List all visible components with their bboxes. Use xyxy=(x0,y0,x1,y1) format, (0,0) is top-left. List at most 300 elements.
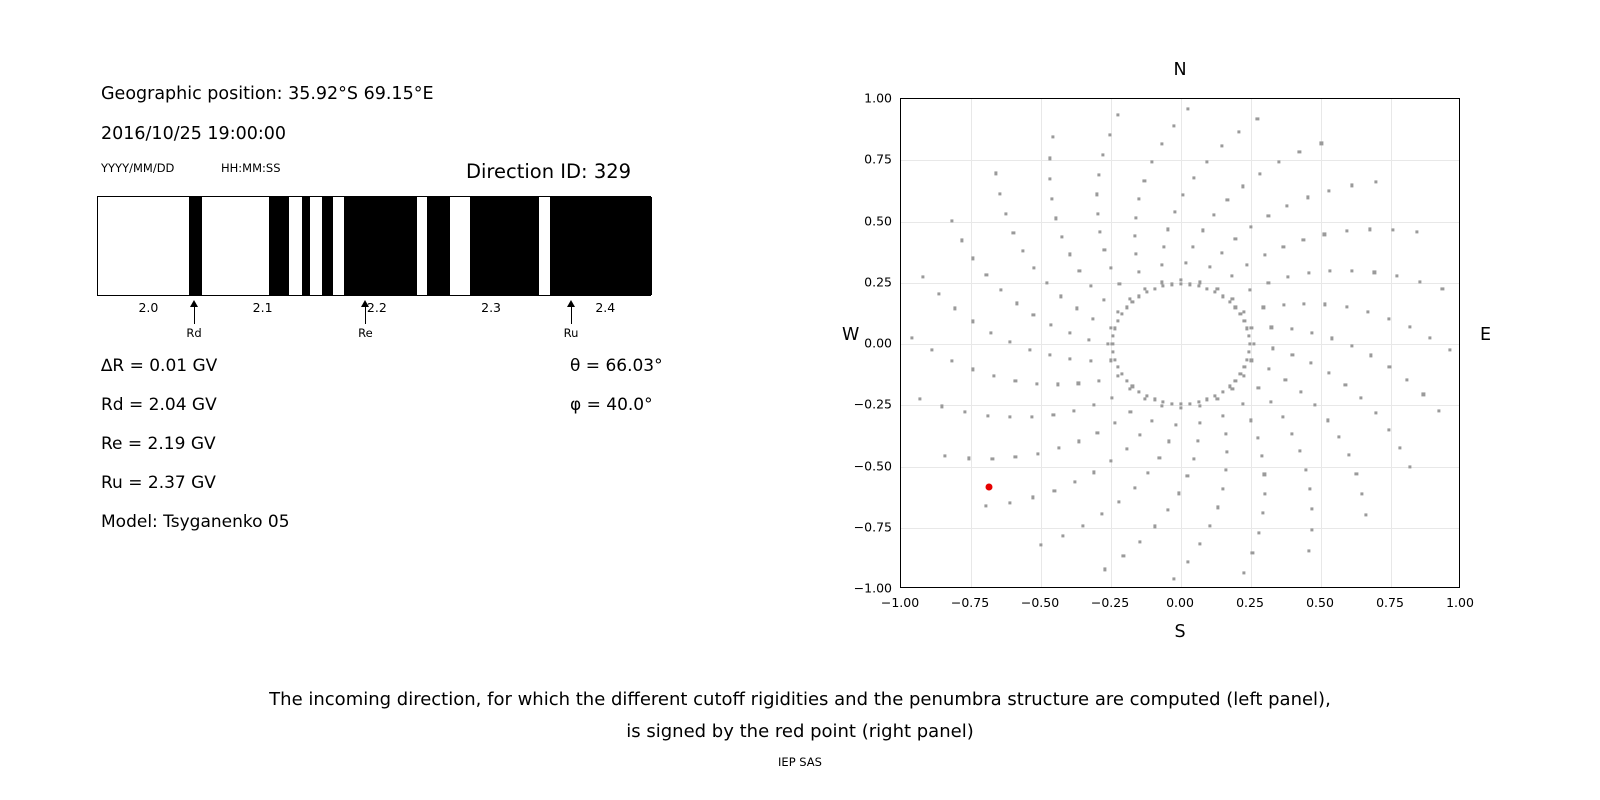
direction-dot xyxy=(1306,196,1309,199)
direction-dot xyxy=(963,410,966,413)
direction-dot xyxy=(1111,350,1114,353)
direction-dot xyxy=(1028,348,1031,351)
penumbra-band xyxy=(427,197,450,295)
direction-dot xyxy=(1246,263,1249,266)
direction-dot xyxy=(1437,409,1440,412)
footer-credit: IEP SAS xyxy=(778,755,822,769)
stat-re: Re = 2.19 GV xyxy=(101,434,216,454)
direction-dot xyxy=(1151,419,1154,422)
direction-dot xyxy=(1118,282,1121,285)
direction-dot xyxy=(1134,216,1137,219)
gridline-vertical xyxy=(971,99,972,587)
direction-dot xyxy=(971,368,974,371)
direction-dot xyxy=(1160,142,1163,145)
stat-rd: Rd = 2.04 GV xyxy=(101,395,217,415)
direction-dot xyxy=(1166,509,1169,512)
direction-dot xyxy=(1234,238,1237,241)
right-panel xyxy=(820,60,1520,660)
direction-dot xyxy=(1252,342,1255,345)
direction-dot xyxy=(1179,402,1182,405)
direction-dot xyxy=(1097,379,1100,382)
penumbra-marker-arrowhead xyxy=(567,300,575,307)
direction-dot xyxy=(1197,400,1200,403)
direction-dot xyxy=(1418,280,1421,283)
direction-dot xyxy=(1221,295,1224,298)
direction-map-plot-area xyxy=(900,98,1460,588)
direction-dot xyxy=(1291,353,1294,356)
direction-dot xyxy=(1248,288,1251,291)
direction-dot xyxy=(1364,513,1367,516)
direction-dot xyxy=(1388,365,1391,368)
direction-dot xyxy=(1201,229,1204,232)
direction-dot xyxy=(1216,506,1219,509)
direction-dot xyxy=(1267,214,1270,217)
direction-dot xyxy=(1117,114,1120,117)
direction-dot xyxy=(1256,117,1259,120)
direction-dot xyxy=(1247,350,1250,353)
direction-dot xyxy=(1231,297,1234,300)
direction-dot xyxy=(1004,213,1007,216)
direction-dot xyxy=(922,276,925,279)
direction-dot xyxy=(1324,303,1327,306)
direction-dot xyxy=(1075,307,1078,310)
direction-dot xyxy=(1111,396,1114,399)
direction-dot xyxy=(1113,421,1116,424)
direction-dot xyxy=(1290,328,1293,331)
penumbra-plot-area xyxy=(97,196,651,296)
y-tick-label: −1.00 xyxy=(853,580,892,596)
stat-model: Model: Tsyganenko 05 xyxy=(101,512,290,532)
direction-dot xyxy=(1199,543,1202,546)
direction-dot xyxy=(1049,157,1052,160)
direction-dot xyxy=(1369,354,1372,357)
x-tick-label: 0.25 xyxy=(1236,595,1264,610)
direction-dot xyxy=(1221,390,1224,393)
gridline-horizontal xyxy=(901,222,1459,223)
direction-dot xyxy=(991,457,994,460)
direction-dot xyxy=(1298,151,1301,154)
direction-dot xyxy=(1139,540,1142,543)
direction-dot xyxy=(1258,172,1261,175)
y-tick-label: 0.50 xyxy=(864,213,892,228)
direction-dot xyxy=(1187,107,1190,110)
direction-dot xyxy=(1103,249,1106,252)
direction-dot xyxy=(1226,199,1229,202)
direction-dot xyxy=(1228,300,1231,303)
direction-dot xyxy=(911,336,914,339)
direction-dot xyxy=(1052,413,1055,416)
y-tick-label: −0.50 xyxy=(853,458,892,473)
direction-dot xyxy=(1416,230,1419,233)
direction-dot xyxy=(1263,473,1266,476)
direction-dot xyxy=(1308,549,1311,552)
direction-dot xyxy=(1051,136,1054,139)
direction-dot xyxy=(1102,298,1105,301)
direction-dot xyxy=(1309,361,1312,364)
direction-dot xyxy=(1242,311,1245,314)
direction-dot xyxy=(1328,269,1331,272)
direction-dot xyxy=(1054,217,1057,220)
direction-dot xyxy=(1089,284,1092,287)
datetime-label: 2016/10/25 19:00:00 xyxy=(101,124,287,144)
direction-dot xyxy=(1186,475,1189,478)
direction-dot xyxy=(1098,231,1101,234)
direction-dot xyxy=(950,219,953,222)
direction-dot xyxy=(1172,578,1175,581)
direction-dot xyxy=(1033,266,1036,269)
penumbra-band xyxy=(344,197,417,295)
caption-line-2: is signed by the red point (right panel) xyxy=(626,721,974,742)
figure-caption xyxy=(0,684,1600,748)
direction-dot xyxy=(1009,340,1012,343)
stat-theta: θ = 66.03° xyxy=(570,356,663,376)
direction-dot xyxy=(972,257,975,260)
direction-dot xyxy=(1077,382,1080,385)
direction-dot xyxy=(1078,269,1081,272)
gridline-vertical xyxy=(1181,99,1182,587)
direction-dot xyxy=(1374,411,1377,414)
direction-dot xyxy=(1242,571,1245,574)
direction-dot xyxy=(1242,374,1245,377)
direction-dot xyxy=(1092,317,1095,320)
direction-dot xyxy=(1188,283,1191,286)
direction-dot xyxy=(1138,270,1141,273)
direction-dot xyxy=(1326,419,1329,422)
direction-dot xyxy=(993,374,996,377)
direction-dot xyxy=(941,405,944,408)
direction-dot xyxy=(1330,337,1333,340)
penumbra-x-tick-label: 2.4 xyxy=(595,300,616,315)
direction-dot xyxy=(1241,403,1244,406)
caption-line-1: The incoming direction, for which the different cutoff rigidities and the penumbra structure are computed (left panel), xyxy=(269,689,1331,710)
direction-dot xyxy=(1039,543,1042,546)
direction-dot xyxy=(1012,232,1015,235)
direction-dot xyxy=(930,349,933,352)
direction-dot xyxy=(1226,450,1229,453)
direction-dot xyxy=(1196,439,1199,442)
direction-dot xyxy=(989,331,992,334)
direction-dot xyxy=(1050,323,1053,326)
direction-dot xyxy=(1392,228,1395,231)
direction-dot xyxy=(1302,238,1305,241)
direction-dot xyxy=(1267,281,1270,284)
direction-dot xyxy=(1073,481,1076,484)
direction-dot xyxy=(1032,314,1035,317)
direction-dot xyxy=(1087,338,1090,341)
direction-dot xyxy=(1239,312,1242,315)
direction-dot xyxy=(1057,447,1060,450)
direction-dot xyxy=(1143,179,1146,182)
direction-dot xyxy=(1374,181,1377,184)
direction-dot xyxy=(1014,379,1017,382)
direction-dot xyxy=(1337,435,1340,438)
direction-dot xyxy=(1072,409,1075,412)
direction-dot xyxy=(1172,124,1175,127)
direction-dot xyxy=(1045,281,1048,284)
compass-west-label: W xyxy=(842,325,860,345)
direction-dot xyxy=(1246,358,1249,361)
x-tick-label: 0.75 xyxy=(1376,595,1404,610)
direction-dot xyxy=(985,273,988,276)
direction-dot xyxy=(1387,428,1390,431)
penumbra-x-tick-label: 2.1 xyxy=(252,300,273,315)
direction-dot xyxy=(1408,326,1411,329)
direction-dot xyxy=(1170,402,1173,405)
direction-dot xyxy=(1061,534,1064,537)
penumbra-band xyxy=(269,197,288,295)
direction-dot xyxy=(1360,396,1363,399)
direction-dot xyxy=(1111,342,1114,345)
gridline-vertical xyxy=(1041,99,1042,587)
direction-dot xyxy=(1249,225,1252,228)
direction-dot xyxy=(1143,398,1146,401)
direction-dot xyxy=(1303,302,1306,305)
direction-dot xyxy=(1212,213,1215,216)
direction-dot xyxy=(1111,335,1114,338)
direction-dot xyxy=(1323,233,1326,236)
direction-dot xyxy=(1030,415,1033,418)
direction-dot xyxy=(971,320,974,323)
direction-dot xyxy=(1116,365,1119,368)
direction-dot xyxy=(1243,365,1246,368)
direction-dot xyxy=(1113,358,1116,361)
direction-dot xyxy=(1250,359,1253,362)
direction-dot xyxy=(1366,310,1369,313)
gridline-vertical xyxy=(1321,99,1322,587)
direction-dot xyxy=(1082,524,1085,527)
direction-dot xyxy=(937,292,940,295)
direction-dot xyxy=(1014,455,1017,458)
penumbra-band xyxy=(322,197,333,295)
direction-dot xyxy=(1350,344,1353,347)
direction-dot xyxy=(1118,500,1121,503)
direction-dot xyxy=(1131,300,1134,303)
direction-dot xyxy=(1368,228,1371,231)
direction-dot xyxy=(1096,212,1099,215)
direction-dot xyxy=(1286,275,1289,278)
direction-dot xyxy=(1015,302,1018,305)
direction-dot xyxy=(1162,246,1165,249)
direction-dot xyxy=(1247,335,1250,338)
direction-dot xyxy=(1263,253,1266,256)
penumbra-x-tick-label: 2.0 xyxy=(138,300,159,315)
direction-dot xyxy=(1125,306,1128,309)
direction-id-label: Direction ID: 329 xyxy=(466,160,632,183)
x-tick-label: 0.50 xyxy=(1306,595,1334,610)
direction-dot xyxy=(1361,492,1364,495)
direction-dot xyxy=(1188,402,1191,405)
direction-dot xyxy=(1405,378,1408,381)
direction-dot xyxy=(1160,263,1163,266)
penumbra-marker-arrowhead xyxy=(361,300,369,307)
direction-dot xyxy=(1206,398,1209,401)
direction-dot xyxy=(1267,368,1270,371)
geographic-position-label: Geographic position: 35.92°S 69.15°E xyxy=(101,84,434,104)
y-tick-label: −0.75 xyxy=(853,519,892,535)
direction-dot xyxy=(1216,398,1219,401)
stat-phi: φ = 40.0° xyxy=(570,395,653,415)
direction-dot xyxy=(1113,327,1116,330)
time-format-hint: HH:MM:SS xyxy=(221,161,281,175)
direction-dot xyxy=(1102,153,1105,156)
direction-dot xyxy=(1139,434,1142,437)
direction-dot xyxy=(1008,416,1011,419)
direction-dot xyxy=(1096,193,1099,196)
x-tick-label: 1.00 xyxy=(1446,595,1474,610)
direction-dot xyxy=(1120,372,1123,375)
penumbra-band xyxy=(189,197,202,295)
direction-dot xyxy=(1154,525,1157,528)
x-tick-label: −0.75 xyxy=(950,595,990,610)
direction-dot xyxy=(1021,249,1024,252)
direction-dot xyxy=(1133,486,1136,489)
direction-dot xyxy=(1234,306,1237,309)
compass-south-label: S xyxy=(1174,622,1186,642)
direction-dot xyxy=(1192,176,1195,179)
direction-dot xyxy=(1249,419,1252,422)
direction-dot xyxy=(1109,326,1112,329)
penumbra-marker-arrowhead xyxy=(190,300,198,307)
direction-dot xyxy=(1008,501,1011,504)
direction-dot xyxy=(1224,432,1227,435)
direction-dot xyxy=(1237,130,1240,133)
direction-dot xyxy=(1089,359,1092,362)
direction-dot xyxy=(953,307,956,310)
direction-dot xyxy=(1220,251,1223,254)
direction-dot xyxy=(1192,457,1195,460)
direction-dot xyxy=(1262,306,1265,309)
stat-delta-r: ∆R = 0.01 GV xyxy=(101,356,218,376)
direction-dot xyxy=(1286,204,1289,207)
direction-dot xyxy=(1270,326,1273,329)
direction-dot xyxy=(1299,390,1302,393)
direction-dot xyxy=(1347,453,1350,456)
direction-dot xyxy=(1243,319,1246,322)
y-tick-label: 0.00 xyxy=(864,335,892,351)
direction-dot xyxy=(1429,336,1432,339)
direction-dot xyxy=(1116,319,1119,322)
penumbra-marker-label: Rd xyxy=(186,326,202,340)
direction-dot xyxy=(1109,266,1112,269)
penumbra-band xyxy=(550,197,652,295)
direction-dot xyxy=(1351,184,1354,187)
direction-dot xyxy=(1272,347,1275,350)
direction-dot xyxy=(1167,228,1170,231)
direction-dot xyxy=(1109,359,1112,362)
direction-dot xyxy=(1167,440,1170,443)
direction-dot xyxy=(1441,288,1444,291)
gridline-horizontal xyxy=(901,528,1459,529)
direction-dot xyxy=(1153,287,1156,290)
direction-dot xyxy=(1103,568,1106,571)
direction-dot xyxy=(1031,496,1034,499)
direction-dot xyxy=(1345,306,1348,309)
direction-dot xyxy=(998,193,1001,196)
direction-dot xyxy=(1056,383,1059,386)
direction-dot xyxy=(1137,198,1140,201)
direction-dot xyxy=(1192,245,1195,248)
direction-dot xyxy=(1399,446,1402,449)
penumbra-marker-label: Re xyxy=(358,326,373,340)
direction-dot xyxy=(943,455,946,458)
direction-dot xyxy=(1096,431,1099,434)
direction-dot xyxy=(1101,513,1104,516)
direction-dot xyxy=(1305,468,1308,471)
direction-dot xyxy=(1035,382,1038,385)
direction-dot xyxy=(1068,332,1071,335)
direction-dot xyxy=(1092,404,1095,407)
direction-dot xyxy=(1162,400,1165,403)
direction-dot xyxy=(986,414,989,417)
direction-dot xyxy=(1221,415,1224,418)
direction-dot xyxy=(1036,452,1039,455)
direction-dot xyxy=(1125,447,1128,450)
direction-dot xyxy=(1133,235,1136,238)
direction-dot xyxy=(1221,487,1224,490)
x-tick-label: 0.00 xyxy=(1166,595,1194,610)
direction-dot xyxy=(1256,436,1259,439)
gridline-horizontal xyxy=(901,160,1459,161)
direction-dot xyxy=(1220,145,1223,148)
direction-dot xyxy=(1260,454,1263,457)
direction-dot xyxy=(1263,492,1266,495)
direction-dot xyxy=(1053,489,1056,492)
direction-dot xyxy=(1310,507,1313,510)
direction-dot xyxy=(1344,383,1347,386)
stat-ru: Ru = 2.37 GV xyxy=(101,473,216,493)
direction-dot xyxy=(1134,253,1137,256)
direction-dot xyxy=(1182,193,1185,196)
direction-dot xyxy=(1214,394,1217,397)
penumbra-x-tick-label: 2.2 xyxy=(366,300,387,315)
direction-dot xyxy=(1395,274,1398,277)
direction-dot xyxy=(1282,245,1285,248)
direction-dot xyxy=(1387,317,1390,320)
direction-dot xyxy=(1120,312,1123,315)
direction-dot xyxy=(1448,349,1451,352)
direction-dot xyxy=(1077,440,1080,443)
direction-dot xyxy=(1307,272,1310,275)
direction-dot xyxy=(984,504,987,507)
direction-dot xyxy=(1313,404,1316,407)
direction-dot xyxy=(967,457,970,460)
direction-dot xyxy=(994,172,997,175)
direction-dot xyxy=(1228,385,1231,388)
direction-dot xyxy=(1248,342,1251,345)
compass-east-label: E xyxy=(1480,325,1492,345)
penumbra-band xyxy=(470,197,539,295)
date-format-hint: YYYY/MM/DD xyxy=(101,161,175,175)
direction-dot xyxy=(1310,528,1313,531)
direction-dot xyxy=(1277,161,1280,164)
direction-dot xyxy=(1327,371,1330,374)
direction-dot xyxy=(1122,555,1125,558)
direction-dot xyxy=(1282,303,1285,306)
direction-dot xyxy=(1206,287,1209,290)
selected-direction-marker xyxy=(986,484,993,491)
direction-dot xyxy=(1350,269,1353,272)
direction-dot xyxy=(1299,449,1302,452)
direction-dot xyxy=(1150,160,1153,163)
direction-dot xyxy=(1153,398,1156,401)
direction-dot xyxy=(1184,262,1187,265)
direction-dot xyxy=(1291,432,1294,435)
direction-dot xyxy=(1257,531,1260,534)
direction-dot xyxy=(1205,160,1208,163)
y-tick-label: 0.25 xyxy=(864,274,892,290)
direction-dot xyxy=(1068,253,1071,256)
direction-dot xyxy=(1310,331,1313,334)
